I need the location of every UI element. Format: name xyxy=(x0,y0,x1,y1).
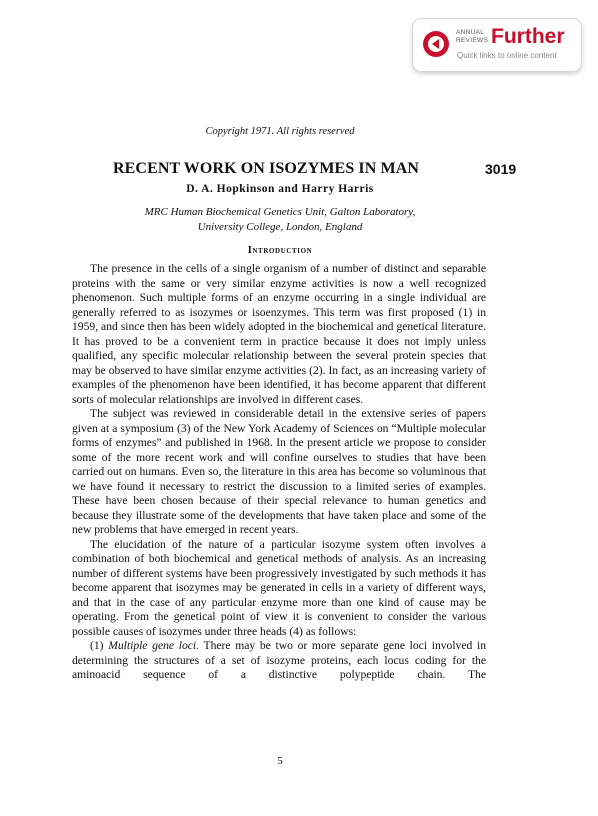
article-title: RECENT WORK ON ISOZYMES IN MAN xyxy=(113,160,420,177)
item-1-number: (1) xyxy=(90,639,104,652)
item-1-text: There may be two or more separate gene loci involved in determining the structures of a set of isozyme proteins, each locus coding for the aminoacid sequence of a distinctive polypeptide chain. The xyxy=(72,639,487,681)
paragraph-3: The elucidation of the nature of a particular isozyme system often involves a combination of both biochemical and genetical methods of analysis. As an increasing number of different systems have been progressively investigated by such methods it has become apparent that isozymes may be generated in cells in a variety of different ways, and that in the case of any particular enzyme more than one kind of cause may be operating. From the genetical point of view it is convenient to consider the various possible causes of isozymes under three heads (4) as follows: xyxy=(72,537,486,638)
affiliation-line-1: MRC Human Biochemical Genetics Unit, Galton Laboratory, xyxy=(144,206,416,218)
section-heading: Introduction xyxy=(247,245,313,256)
item-1-heading: Multiple gene loci. xyxy=(108,639,200,652)
annual-reviews-further-banner[interactable] xyxy=(412,18,582,72)
annual-reviews-logo-text: ANNUAL REVIEWS xyxy=(456,29,489,44)
item-1-paragraph xyxy=(72,639,486,683)
page-number: 5 xyxy=(277,756,283,767)
copyright-notice: Copyright 1971. All rights reserved xyxy=(205,126,355,137)
paragraph-2: The subject was reviewed in considerable detail in the extensive series of papers given at a symposium (3) of the New York Academy of Sciences on “Multiple molecular forms of enzymes” and published in 1968. In the present article we propose to consider some of the more recent work and will confine ourselves to studies that have been carried out on humans. Even so, the literature in this area has become so voluminous that we have found it necessary to restrict the discussion to a limited series of examples. These have been chosen because of their special relevance to human genetics and because they illustrate some of the developments that have taken place and some of the new problems that have emerged in recent years. xyxy=(72,407,486,536)
affiliation-line-2: University College, London, England xyxy=(197,221,363,233)
authors: D. A. Hopkinson and Harry Harris xyxy=(186,183,374,195)
article-body xyxy=(72,262,486,683)
play-arrow-icon xyxy=(423,31,449,57)
page-code: 3019 xyxy=(485,161,517,177)
banner-tagline: Quick links to online content xyxy=(457,51,557,60)
paragraph-1: The presence in the cells of a single organism of a number of distinct and separable proteins with the same or very similar enzyme activities is now a well recognized phenomenon. Such multiple forms of an enzyme occurring in a single individual are generally referred to as isozymes or isoenzymes. This term was first proposed (1) in 1959, and since then has been widely adopted in the biochemical and genetical literature. It has proved to be a convenient term in practice because it does not imply unless qualified, any specific molecular relationship between the several protein species that may be observed to have similar enzyme activities (2). In fact, as an increasing variety of examples of the phenomenon have been identified, it has become apparent that different sorts of molecular relationships are involved in different cases. xyxy=(72,262,486,406)
further-label: Further xyxy=(491,25,565,48)
